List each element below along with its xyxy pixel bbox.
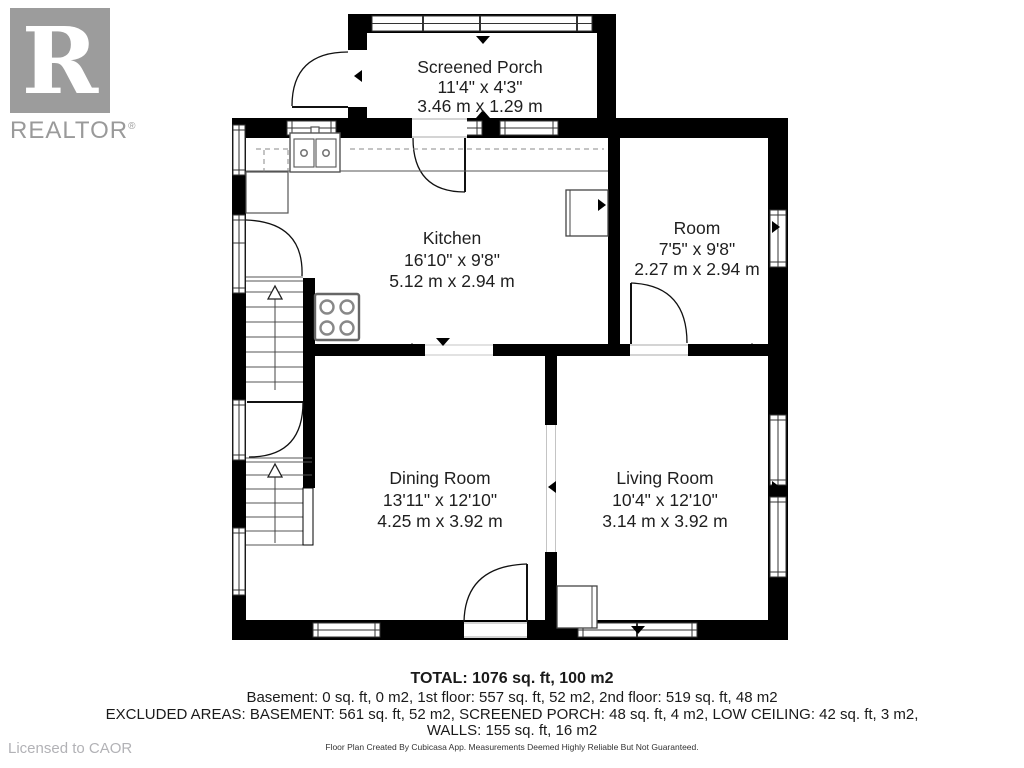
summary-floors: Basement: 0 sq. ft, 0 m2, 1st floor: 557 sq. ft, 52 m2, 2nd floor: 519 sq. ft, 48 m2 xyxy=(246,689,778,706)
room-dim-metric: 3.46 m x 1.29 m xyxy=(417,96,543,116)
room-label-screened-porch xyxy=(417,57,543,116)
room-name: Living Room xyxy=(616,468,714,488)
room-label-dining-room xyxy=(377,468,502,531)
window xyxy=(500,121,558,135)
wall-stairs xyxy=(303,278,315,488)
wall-porch-right xyxy=(597,14,616,118)
realtor-logo-letter: R xyxy=(21,6,99,115)
wall-mid-center xyxy=(493,344,630,356)
door-stairs xyxy=(247,402,303,457)
measure-arrow-icon xyxy=(476,36,490,44)
room-name: Room xyxy=(673,218,721,238)
wall-dining-living-bottom xyxy=(545,552,557,620)
door-room xyxy=(630,283,688,356)
stove-icon xyxy=(315,294,359,340)
room-dim-metric: 4.25 m x 3.92 m xyxy=(377,511,503,531)
window xyxy=(770,415,786,485)
room-name: Screened Porch xyxy=(417,57,543,77)
room-label-living-room xyxy=(602,468,727,531)
room-name: Kitchen xyxy=(422,228,482,248)
summary-disclaimer: Floor Plan Created By Cubicasa App. Measurements Deemed Highly Reliable But Not Guaranteed. xyxy=(325,742,699,752)
window xyxy=(770,210,786,267)
window xyxy=(233,400,245,460)
room-dim-imperial: 10'4" x 12'10" xyxy=(612,490,718,510)
hearth-icon xyxy=(557,586,597,628)
door-dining-exterior xyxy=(464,564,527,638)
window xyxy=(233,215,245,293)
wall-dining-living-top xyxy=(545,356,557,425)
cabinet-block xyxy=(246,172,288,213)
realtor-logo-word: REALTOR® xyxy=(10,117,137,144)
door-porch-kitchen xyxy=(412,118,467,192)
room-dim-metric: 3.14 m x 3.92 m xyxy=(602,511,728,531)
room-label-room xyxy=(634,218,759,279)
door-kitchen-side xyxy=(246,220,302,276)
summary-excluded: EXCLUDED AREAS: BASEMENT: 561 sq. ft, 52 m2, SCREENED PORCH: 48 sq. ft, 4 m2, LOW CEILING: 42 sq. ft, 3 m2, xyxy=(105,706,919,723)
fridge-icon xyxy=(566,190,608,236)
window xyxy=(770,497,786,577)
licensed-to-text: Licensed to CAOR xyxy=(8,740,133,757)
room-label-kitchen xyxy=(389,228,514,291)
room-dim-imperial: 13'11" x 12'10" xyxy=(382,490,498,510)
room-name: Dining Room xyxy=(389,468,491,488)
room-dim-imperial: 7'5" x 9'8" xyxy=(658,239,736,259)
room-dim-imperial: 11'4" x 4'3" xyxy=(437,77,523,97)
registered-mark: ® xyxy=(128,121,137,132)
room-dim-metric: 5.12 m x 2.94 m xyxy=(389,271,515,291)
window xyxy=(233,528,245,595)
window xyxy=(233,125,245,175)
stair-direction-arrow xyxy=(268,286,282,390)
summary-total: TOTAL: 1076 sq. ft, 100 m2 xyxy=(410,670,614,687)
window xyxy=(313,623,380,637)
wall-kitchen-room xyxy=(608,138,620,344)
room-dim-imperial: 16'10" x 9'8" xyxy=(404,250,500,270)
opening-kitchen-dining xyxy=(425,344,493,356)
door-porch-exterior xyxy=(292,50,367,107)
room-dim-metric: 2.27 m x 2.94 m xyxy=(634,259,760,279)
sink-icon xyxy=(290,127,340,172)
summary-walls: WALLS: 155 sq. ft, 16 m2 xyxy=(426,722,598,739)
window xyxy=(372,16,592,31)
